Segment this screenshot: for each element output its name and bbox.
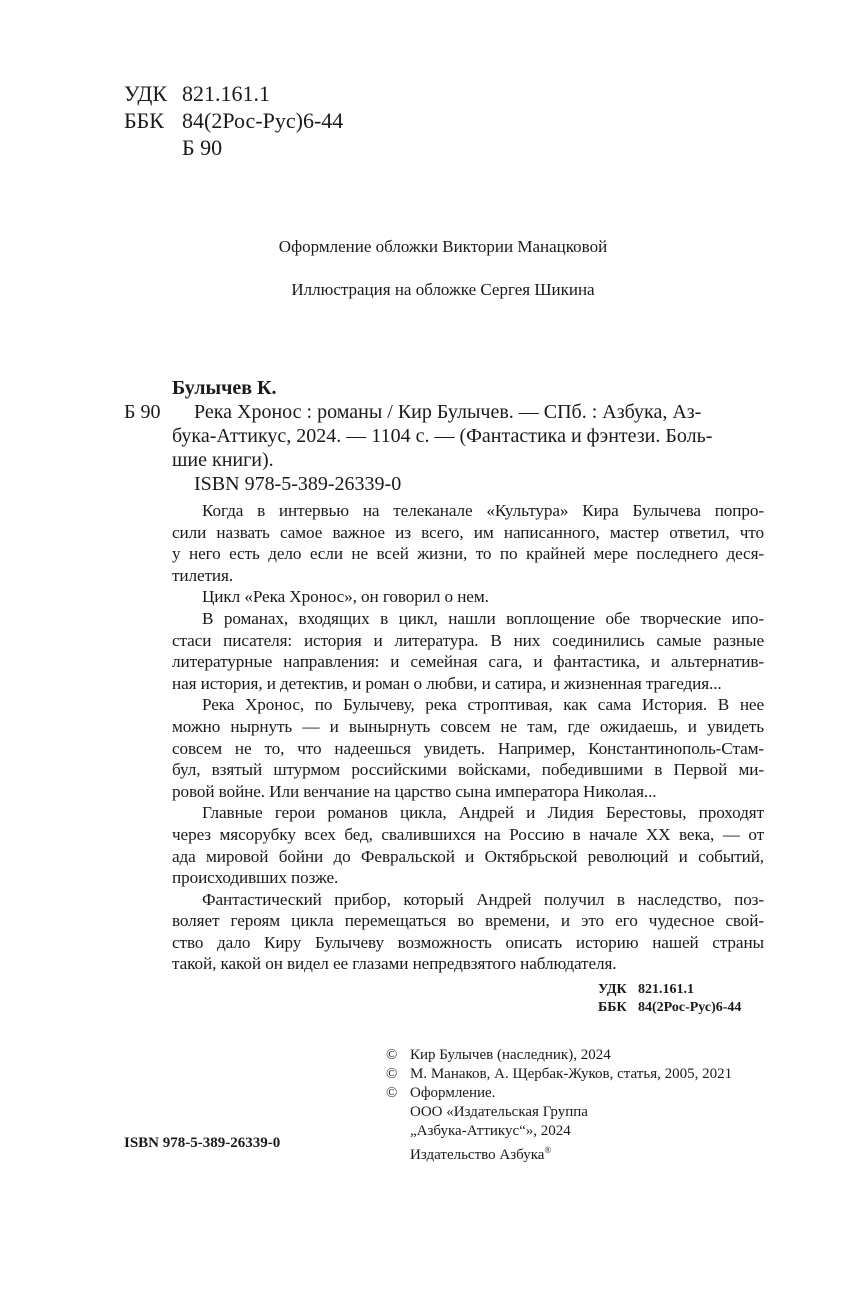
copyright-item (386, 1046, 732, 1065)
udk-label-bottom: УДК (598, 982, 627, 997)
biblio-author: Булычев К. (172, 377, 277, 399)
biblio-line: Река Хронос : романы / Кир Булычев. — СПб. : Азбука, Аз- (194, 401, 702, 423)
annotation-line: ство дало Киру Булычеву возможность описать историю нашей страны (172, 932, 764, 952)
bibliographic-record (124, 376, 764, 496)
annotation-line: можно нырнуть — и вынырнуть совсем не там, где ожидаешь, и увидеть (172, 716, 764, 736)
bbk-value: 84(2Рос-Рус)6-44 (182, 108, 344, 133)
biblio-line: шие книги). (172, 449, 274, 471)
biblio-line: бука-Аттикус, 2024. — 1104 с. — (Фантастика и фэнтези. Боль- (172, 425, 713, 447)
annotation-line: В романах, входящих в цикл, нашли воплощение обе творческие ипо- (202, 608, 764, 628)
annotation-line: Цикл «Река Хронос», он говорил о нем. (202, 587, 489, 607)
copyright-icon: © (386, 1066, 398, 1082)
annotation-line: тилетия. (172, 565, 234, 585)
annotation-line: сили назвать самое важное из всего, им написанного, мастер ответил, что (172, 522, 764, 542)
biblio-code: Б 90 (124, 401, 161, 423)
annotation-line: через мясорубку всех бед, свалившихся на Россию в начале XX века, — от (172, 824, 764, 844)
annotation-paragraph (172, 802, 764, 888)
udk-value-bottom: 821.161.1 (638, 982, 694, 997)
registered-trademark-icon: ® (544, 1145, 552, 1155)
copyright-text: Оформление. (410, 1085, 496, 1101)
annotation-line: воляет героям цикла перемещаться во времени, и это его чудесное свой- (172, 911, 764, 931)
annotation-line: такой, какой он видел ее глазами непредвзятого наблюдателя. (172, 954, 617, 974)
copyright-text: Кир Булычев (наследник), 2024 (410, 1047, 611, 1063)
annotation (172, 500, 764, 975)
annotation-line: совсем не то, что надеешься увидеть. Например, Константинополь-Стам- (172, 738, 764, 758)
author-mark: Б 90 (182, 135, 223, 160)
annotation-paragraph (172, 500, 764, 586)
annotation-paragraph (172, 694, 764, 802)
copyright-text: М. Манаков, А. Щербак-Жуков, статья, 2005, 2021 (410, 1066, 733, 1082)
biblio-text (172, 400, 764, 472)
annotation-line: бул, взятый штурмом российскими войсками, победившими в Первой ми- (172, 760, 764, 780)
cover-illustration-credit: Иллюстрация на обложке Сергея Шикина (291, 280, 595, 299)
publisher-name: Издательство Азбука (410, 1147, 545, 1163)
annotation-line: ная история, и детектив, и роман о любви, и сатира, и жизненная трагедия... (172, 673, 722, 693)
copyright-design-line: ООО «Издательская Группа (410, 1104, 588, 1120)
copyright-block (386, 1046, 732, 1165)
copyright-design-line (386, 1141, 732, 1165)
isbn-bottom: ISBN 978-5-389-26339-0 (124, 1135, 281, 1151)
annotation-line: Когда в интервью на телеканале «Культура» Кира Булычева попро- (202, 501, 764, 520)
bbk-row-bottom (598, 999, 741, 1017)
copyright-design-line: „Азбука-Аттикус“», 2024 (410, 1123, 571, 1139)
author-mark-row (124, 134, 343, 161)
copyright-item (386, 1065, 732, 1084)
annotation-paragraph (172, 889, 764, 975)
copyright-icon: © (386, 1085, 398, 1101)
biblio-isbn: ISBN 978-5-389-26339-0 (194, 473, 402, 495)
annotation-line: Река Хронос, по Булычеву, река строптивая, как сама История. В нее (202, 695, 764, 715)
annotation-line: стаси писателя: история и литература. В них соединились самые разные (172, 630, 764, 650)
udk-row (124, 80, 343, 107)
copyright-item (386, 1084, 732, 1103)
annotation-paragraph (172, 608, 764, 694)
annotation-line: происходивших позже. (172, 868, 339, 888)
annotation-line: Фантастический прибор, который Андрей получил в наследство, поз- (202, 889, 764, 909)
classification-block-bottom (598, 981, 741, 1017)
classification-block-top (124, 80, 343, 161)
annotation-line: литературные направления: и семейная сага, и фантастика, и альтернатив- (172, 652, 764, 672)
annotation-line: ада мировой бойни до Февральской и Октябрьской революций и событий, (172, 846, 764, 866)
copyright-icon: © (386, 1047, 398, 1063)
udk-value: 821.161.1 (182, 81, 270, 106)
annotation-line: у него есть дело если не всей жизни, то по крайней мере последнего деся- (172, 544, 764, 564)
biblio-entry (124, 400, 764, 472)
udk-label: УДК (124, 81, 168, 106)
annotation-line: Главные герои романов цикла, Андрей и Лидия Берестовы, проходят (202, 803, 764, 823)
udk-row-bottom (598, 981, 741, 999)
annotation-paragraph (172, 586, 764, 608)
bbk-label: ББК (124, 108, 164, 133)
bbk-label-bottom: ББК (598, 1000, 627, 1015)
cover-design-credit: Оформление обложки Виктории Манацковой (278, 237, 608, 256)
bbk-row (124, 107, 343, 134)
bbk-value-bottom: 84(2Рос-Рус)6-44 (638, 1000, 742, 1015)
annotation-line: ровой войне. Или венчание на царство сына императора Николая... (172, 781, 657, 801)
